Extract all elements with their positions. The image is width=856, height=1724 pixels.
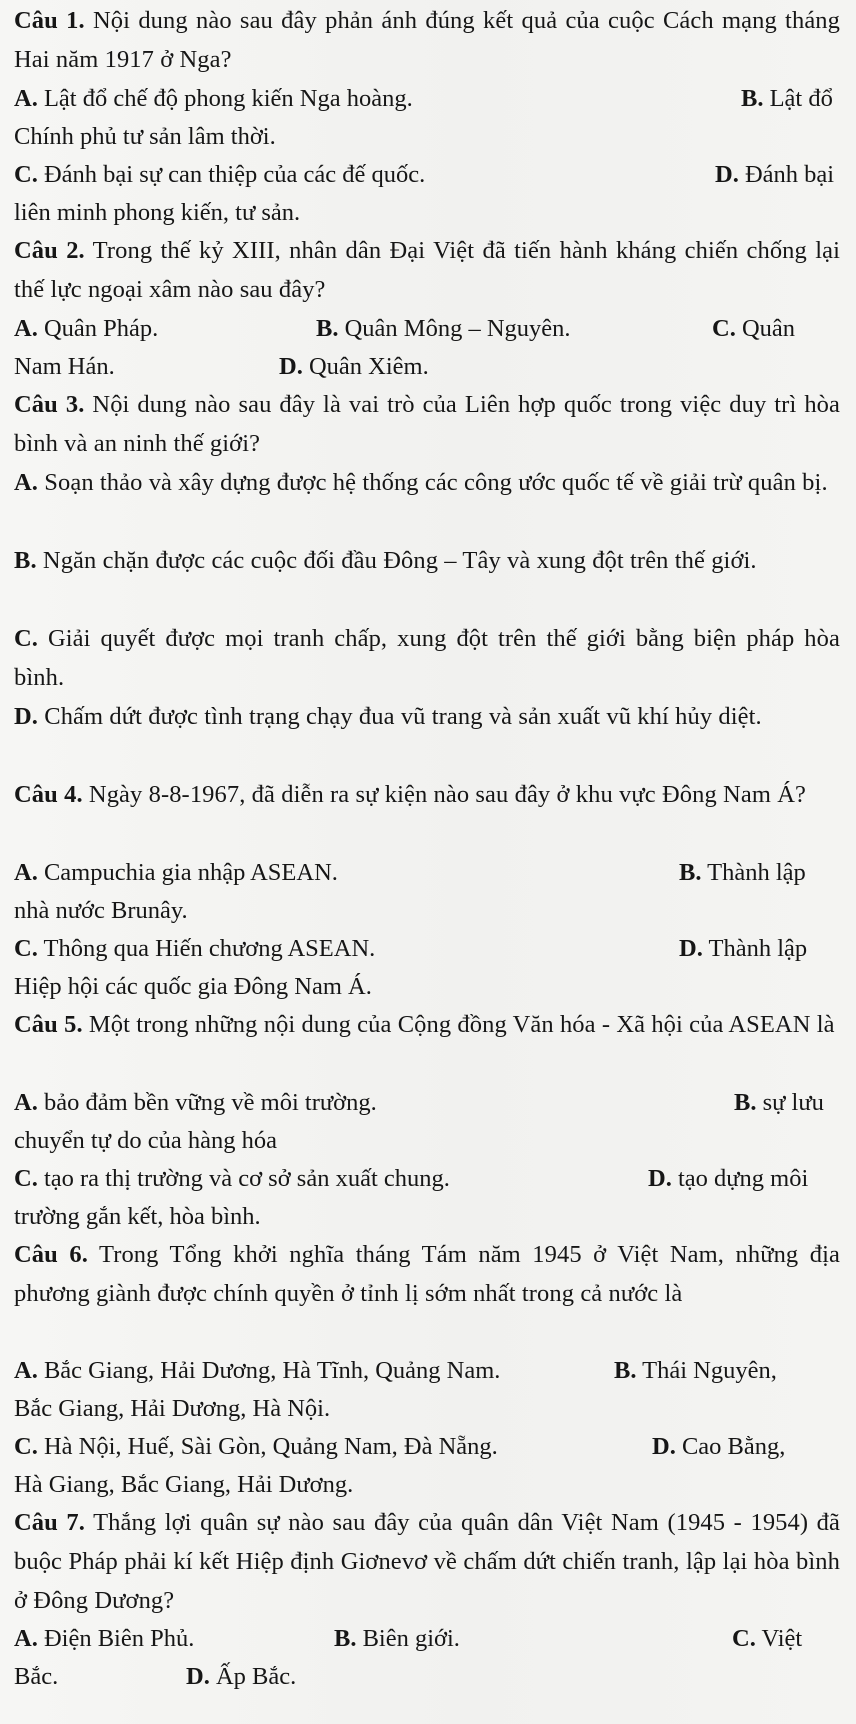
options-row xyxy=(14,156,840,194)
option-a[interactable]: A. Campuchia gia nhập ASEAN. xyxy=(14,859,338,886)
question-6 xyxy=(14,1236,840,1314)
option-c-continuation: Bắc. xyxy=(14,1663,59,1690)
question-1 xyxy=(14,2,840,80)
option-a[interactable]: A. bảo đảm bền vững về môi trường. xyxy=(14,1089,377,1116)
option-b[interactable]: B. Biên giới. xyxy=(334,1625,460,1652)
option-continuation: Chính phủ tư sản lâm thời. xyxy=(14,123,276,150)
option-b[interactable]: B. Thành lập xyxy=(679,859,806,886)
question-label: Câu 6. xyxy=(14,1241,88,1268)
option-continuation: liên minh phong kiến, tư sản. xyxy=(14,199,301,226)
option-a[interactable]: A. Điện Biên Phủ. xyxy=(14,1625,195,1652)
question-label: Câu 5. xyxy=(14,1011,83,1038)
options-row xyxy=(14,80,840,118)
option-b[interactable]: B. Lật đổ xyxy=(741,85,833,112)
option-d[interactable]: D. Chấm dứt được tình trạng chạy đua vũ trang và sản xuất vũ khí hủy diệt. xyxy=(14,703,762,730)
option-b[interactable]: B. Thái Nguyên, xyxy=(614,1357,777,1384)
options-row xyxy=(14,1658,840,1696)
option-c-continuation: Nam Hán. xyxy=(14,353,115,380)
question-label: Câu 4. xyxy=(14,781,83,808)
option-c[interactable]: C. Thông qua Hiến chương ASEAN. xyxy=(14,935,376,962)
options-row xyxy=(14,930,840,968)
option-b[interactable]: B. Quân Mông – Nguyên. xyxy=(316,315,571,342)
option-continuation: Bắc Giang, Hải Dương, Hà Nội. xyxy=(14,1395,331,1422)
option-continuation: Hiệp hội các quốc gia Đông Nam Á. xyxy=(14,973,372,1000)
option-continuation: chuyển tự do của hàng hóa xyxy=(14,1127,277,1154)
option-d[interactable]: D. Thành lập xyxy=(679,935,808,962)
option-d[interactable]: D. Ấp Bắc. xyxy=(186,1663,297,1690)
option-a[interactable]: A. Bắc Giang, Hải Dương, Hà Tĩnh, Quảng Nam. xyxy=(14,1357,501,1384)
option-c[interactable]: C. tạo ra thị trường và cơ sở sản xuất chung. xyxy=(14,1165,450,1192)
option-d[interactable]: D. Quân Xiêm. xyxy=(279,353,429,380)
question-text: Thắng lợi quân sự nào sau đây của quân dân Việt Nam (1945 - 1954) đã buộc Pháp phải kí kết Hiệp định Giơnevơ về chấm dứt chiến tranh, lập lại hòa bình ở Đông Dương? xyxy=(14,1509,840,1614)
option-c[interactable]: C. Hà Nội, Huế, Sài Gòn, Quảng Nam, Đà Nẵng. xyxy=(14,1433,498,1460)
option-c[interactable]: C. Đánh bại sự can thiệp của các đế quốc. xyxy=(14,161,426,188)
options-row xyxy=(14,1620,840,1658)
question-text: Ngày 8-8-1967, đã diễn ra sự kiện nào sau đây ở khu vực Đông Nam Á? xyxy=(88,781,806,808)
options-row xyxy=(14,1084,840,1122)
question-text: Trong thế kỷ XIII, nhân dân Đại Việt đã tiến hành kháng chiến chống lại thế lực ngoại xâm nào sau đây? xyxy=(14,237,840,303)
question-label: Câu 3. xyxy=(14,391,85,418)
option-c[interactable]: C. Quân xyxy=(712,315,796,342)
question-text: Trong Tổng khởi nghĩa tháng Tám năm 1945 ở Việt Nam, những địa phương giành được chính quyền ở tỉnh lị sớm nhất trong cả nước là xyxy=(14,1241,840,1307)
option-d[interactable]: D. Đánh bại xyxy=(715,161,835,188)
question-text: Một trong những nội dung của Cộng đồng Văn hóa - Xã hội của ASEAN là xyxy=(88,1011,835,1038)
option-continuation: Hà Giang, Bắc Giang, Hải Dương. xyxy=(14,1471,354,1498)
question-4 xyxy=(14,776,840,815)
question-5 xyxy=(14,1006,840,1045)
option-d[interactable]: D. Cao Bằng, xyxy=(652,1433,786,1460)
option-c[interactable]: C. Giải quyết được mọi tranh chấp, xung đột trên thế giới bằng biện pháp hòa bình. xyxy=(14,625,840,691)
question-7 xyxy=(14,1504,840,1620)
option-d[interactable]: D. tạo dựng môi xyxy=(648,1165,809,1192)
option-continuation: trường gắn kết, hòa bình. xyxy=(14,1203,261,1230)
options-row xyxy=(14,348,840,386)
question-text: Nội dung nào sau đây phản ánh đúng kết quả của cuộc Cách mạng tháng Hai năm 1917 ở Nga? xyxy=(14,7,840,73)
options-row xyxy=(14,1352,840,1390)
options-row xyxy=(14,310,840,348)
option-a[interactable]: A. Quân Pháp. xyxy=(14,315,159,342)
option-b[interactable]: B. sự lưu xyxy=(734,1089,824,1116)
options-row xyxy=(14,854,840,892)
question-3 xyxy=(14,386,840,464)
question-text: Nội dung nào sau đây là vai trò của Liên hợp quốc trong việc duy trì hòa bình và an ninh thế giới? xyxy=(14,391,840,457)
option-b[interactable]: B. Ngăn chặn được các cuộc đối đầu Đông – Tây và xung đột trên thế giới. xyxy=(14,547,757,574)
question-label: Câu 2. xyxy=(14,237,85,264)
options-row xyxy=(14,1160,840,1198)
question-2 xyxy=(14,232,840,310)
option-a[interactable]: A. Lật đổ chế độ phong kiến Nga hoàng. xyxy=(14,85,413,112)
question-label: Câu 7. xyxy=(14,1509,85,1536)
question-label: Câu 1. xyxy=(14,7,85,34)
option-a[interactable]: A. Soạn thảo và xây dựng được hệ thống các công ước quốc tế về giải trừ quân bị. xyxy=(14,469,828,496)
option-continuation: nhà nước Brunây. xyxy=(14,897,188,924)
options-row xyxy=(14,1428,840,1466)
option-c[interactable]: C. Việt xyxy=(732,1625,803,1652)
option-b-text-part: Lật đổ xyxy=(769,85,833,112)
